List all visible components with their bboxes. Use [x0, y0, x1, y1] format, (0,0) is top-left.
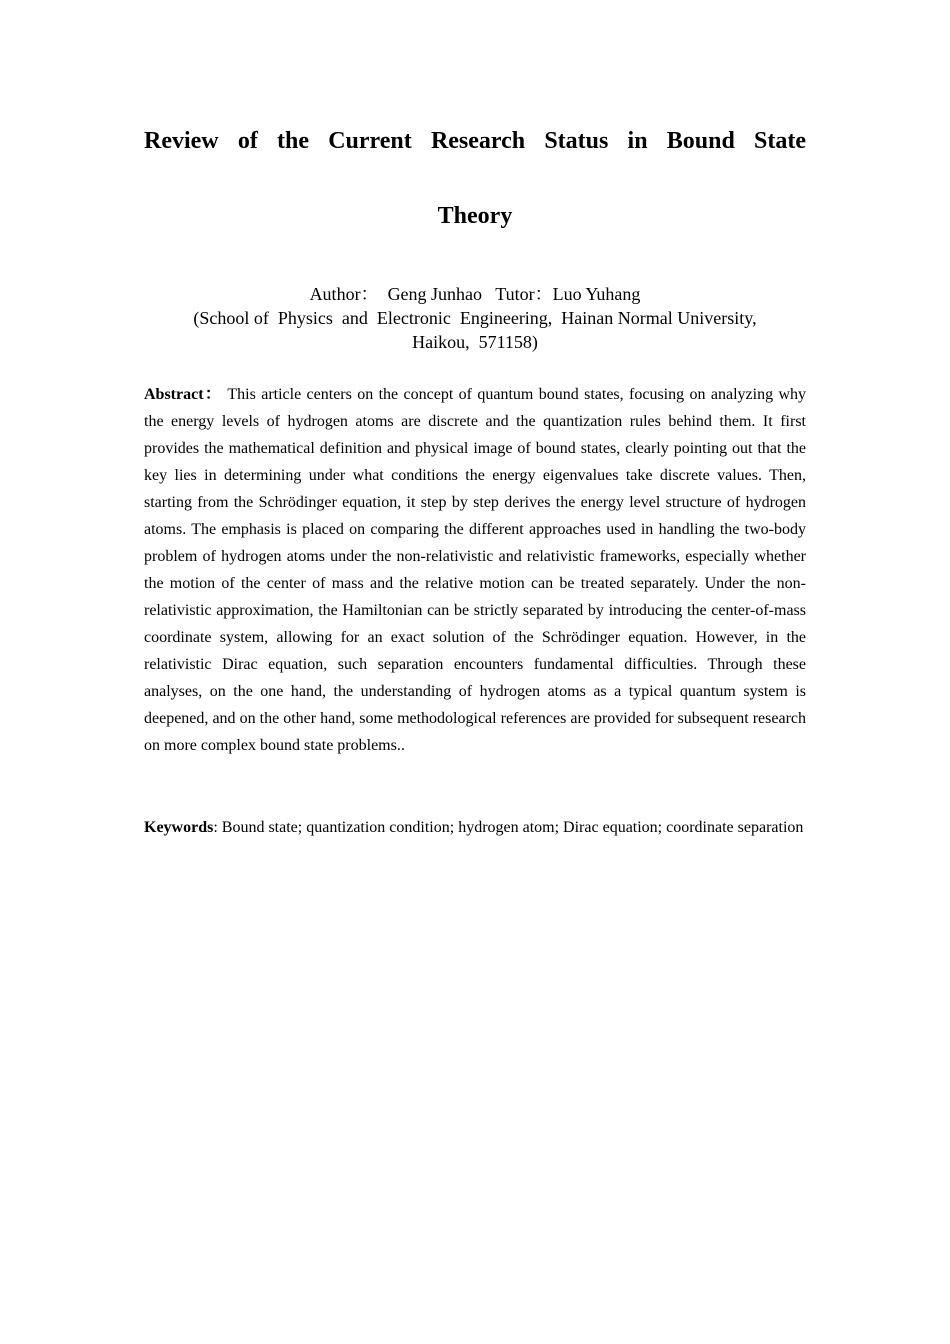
paper-title-line-2: Theory [437, 203, 513, 229]
keywords [144, 814, 806, 841]
paper-title-line-1: Review of the Current Research Status in Bound State [144, 128, 806, 154]
abstract-label: Abstract： [144, 386, 223, 403]
author-name: Geng Junhao [387, 284, 483, 304]
keywords-label: Keywords [144, 819, 214, 836]
abstract-text: This article centers on the concept of quantum bound states, focusing on analyzing why the energy levels of hydrogen atoms are discrete and the quantization rules behind them. It first provides the mathematical definition and physical image of bound states, clearly pointing out that the key lies in determining under what conditions the energy eigenvalues take discrete values. Then, starting from the Schrödinger equation, it step by step derives the energy level structure of hydrogen atoms. The emphasis is placed on comparing the different approaches used in handling the two-body problem of hydrogen atoms under the non-relativistic and relativistic frameworks, especially whether the motion of the center of mass and the relative motion can be treated separately. Under the non-relativistic approximation, the Hamiltonian can be strictly separated by introducing the center-of-mass coordinate system, allowing for an exact solution of the Schrödinger equation. However, in the relativistic Dirac equation, such separation encounters fundamental difficulties. Through these analyses, on the one hand, the understanding of hydrogen atoms as a typical quantum system is deepened, and on the other hand, some methodological references are provided for subsequent research on more complex bound state problems.. [144, 386, 806, 754]
author-line [144, 282, 806, 306]
tutor-name: Luo Yuhang [552, 284, 641, 304]
abstract [144, 381, 806, 759]
author-block [144, 282, 806, 354]
keywords-text: Bound state; quantization condition; hydrogen atom; Dirac equation; coordinate separation [221, 819, 804, 836]
author-label: Author： [309, 284, 379, 304]
paper-title [144, 122, 806, 235]
keywords-separator: : [213, 819, 218, 836]
affiliation-line-2: Haikou, 571158) [412, 332, 538, 352]
tutor-label: Tutor： [495, 284, 553, 304]
affiliation-line-1: (School of Physics and Electronic Engineering, Hainan Normal University, [193, 308, 757, 328]
